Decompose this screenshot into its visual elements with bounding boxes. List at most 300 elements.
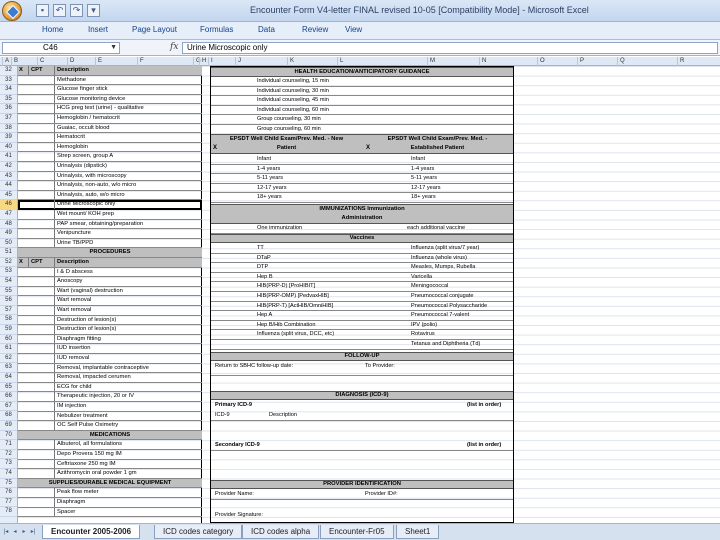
epsdt-row[interactable]	[211, 155, 513, 165]
column-header[interactable]: G	[196, 58, 201, 64]
sheet-tabs-bar	[0, 523, 720, 540]
row-header[interactable]: 41	[0, 152, 17, 162]
formula-bar	[0, 40, 720, 56]
column-header[interactable]: L	[340, 58, 344, 64]
undo-icon[interactable]: ↶	[53, 4, 66, 17]
column-divider	[577, 57, 578, 66]
table-row[interactable]	[18, 124, 202, 134]
description-cell[interactable]: I & D abscess	[54, 268, 202, 277]
health-ed-label: Individual counseling, 15 min	[257, 78, 329, 84]
admin-right: each additional vaccine	[407, 225, 466, 231]
epsdt-new-age: 12-17 years	[257, 184, 287, 191]
vaccines-title: Vaccines	[211, 234, 513, 243]
epsdt-row[interactable]	[211, 193, 513, 203]
vaccine-right: Pneumococcal conjugate	[411, 293, 474, 299]
description-cell[interactable]: PAP smear, obtaining/preparation	[54, 220, 202, 229]
table-row[interactable]	[18, 66, 202, 76]
epsdt-new-age: Infant	[257, 156, 271, 162]
row-header[interactable]: 68	[0, 411, 17, 421]
row-header[interactable]: 55	[0, 287, 17, 297]
table-row[interactable]	[18, 316, 202, 326]
followup-provider-label: To Provider:	[365, 363, 395, 369]
row-header[interactable]: 37	[0, 114, 17, 124]
table-row[interactable]	[18, 114, 202, 124]
section-header[interactable]	[18, 431, 202, 441]
vaccine-left: Hep B/Hib Combination	[257, 321, 316, 328]
table-row[interactable]	[18, 191, 202, 201]
row-header[interactable]: 66	[0, 392, 17, 402]
column-headers	[0, 57, 720, 66]
epsdt-new-age: 1-4 years	[257, 165, 281, 172]
description-cell[interactable]: Wart (vaginal) destruction	[54, 287, 202, 296]
health-ed-row[interactable]	[211, 106, 513, 116]
row-headers	[0, 66, 18, 523]
tab-home[interactable]: Home	[42, 25, 64, 34]
table-row[interactable]	[18, 258, 202, 268]
row-header[interactable]: 35	[0, 95, 17, 105]
vaccine-left: HIB(PRP-D) [ProHIBIT]	[257, 283, 316, 290]
health-ed-row[interactable]	[211, 115, 513, 125]
table-row[interactable]	[18, 306, 202, 316]
column-header[interactable]: F	[140, 58, 144, 64]
diagnosis-title: DIAGNOSIS (ICD-9)	[211, 391, 513, 400]
admin-left: One immunization	[257, 225, 303, 231]
health-ed-row[interactable]	[211, 87, 513, 97]
vaccine-row[interactable]	[211, 321, 513, 331]
row-header[interactable]: 47	[0, 210, 17, 220]
column-divider	[287, 57, 288, 66]
column-divider	[2, 57, 3, 66]
description-cell[interactable]: ECG for child	[54, 383, 202, 392]
redo-icon[interactable]: ↷	[70, 4, 83, 17]
row-header[interactable]: 43	[0, 172, 17, 182]
table-row[interactable]	[18, 373, 202, 383]
section-title: MEDICATIONS	[89, 431, 131, 438]
health-ed-label: Individual counseling, 30 min	[257, 87, 329, 94]
row-header[interactable]: 63	[0, 363, 17, 373]
epsdt-est-age: 1-4 years	[411, 165, 435, 172]
table-row[interactable]	[18, 421, 202, 431]
tab-view[interactable]: View	[345, 25, 363, 34]
description-cell[interactable]: Peak flow meter	[54, 488, 202, 497]
description-cell[interactable]: Anoscopy	[54, 277, 202, 286]
window-title: Encounter Form V4-letter FINAL revised 10-05 [Compatibility Mode] - Microsoft Excel	[250, 5, 589, 15]
provider-name-label: Provider Name:	[215, 491, 254, 497]
section-title: PROCEDURES	[89, 249, 131, 256]
table-row[interactable]	[18, 104, 202, 114]
next-sheet-icon[interactable]: ▸	[22, 529, 26, 535]
health-ed-title: HEALTH EDUCATION/ANTICIPATORY GUIDANCE	[211, 67, 513, 77]
column-divider	[67, 57, 68, 66]
row-header[interactable]: 65	[0, 383, 17, 393]
tab-review[interactable]: Review	[302, 25, 329, 34]
column-header[interactable]: Q	[620, 58, 625, 64]
table-row[interactable]	[18, 95, 202, 105]
table-row[interactable]	[18, 172, 202, 182]
column-divider	[677, 57, 678, 66]
description-cell[interactable]: Nebulizer treatment	[54, 412, 202, 421]
row-header[interactable]: 69	[0, 421, 17, 431]
description-cell[interactable]: Destruction of lesion(s)	[54, 325, 202, 334]
worksheet-grid[interactable]	[18, 66, 720, 523]
epsdt-new-age: 5-11 years	[257, 175, 284, 182]
list-in-order-label: (list in order)	[467, 402, 502, 408]
vaccine-left: Hep A	[257, 312, 273, 319]
row-header[interactable]: 34	[0, 85, 17, 95]
table-row[interactable]	[18, 469, 202, 479]
vaccine-right: Influenza (split virus/7 year)	[411, 245, 480, 251]
health-ed-row[interactable]	[211, 77, 513, 87]
description-cell[interactable]: Urinalysis, non-auto, w/o micro	[54, 181, 202, 190]
table-row[interactable]	[18, 488, 202, 498]
table-row[interactable]	[18, 402, 202, 412]
description-cell[interactable]: IUD removal	[54, 354, 202, 363]
column-divider	[337, 57, 338, 66]
last-sheet-icon[interactable]: ▸|	[30, 529, 36, 535]
vaccine-row[interactable]	[211, 330, 513, 340]
table-row[interactable]	[18, 210, 202, 220]
row-header[interactable]: 52	[0, 258, 17, 268]
primary-icd-label: Primary ICD-9	[215, 402, 252, 408]
description-cell[interactable]: Urine Microscopic only	[54, 200, 202, 209]
provider-signature-label: Provider Signature:	[215, 512, 263, 518]
column-header[interactable]: B	[14, 58, 19, 64]
row-header[interactable]: 44	[0, 181, 17, 191]
description-cell[interactable]: Wart removal	[54, 296, 202, 305]
table-row[interactable]	[18, 152, 202, 162]
table-row[interactable]	[18, 498, 202, 508]
description-cell[interactable]: Albuterol, all formulations	[54, 440, 202, 449]
table-row[interactable]	[18, 460, 202, 470]
formula-input[interactable]: Urine Microscopic only	[182, 42, 718, 54]
row-header[interactable]: 58	[0, 315, 17, 325]
table-row[interactable]	[18, 440, 202, 450]
description-cell[interactable]: Guaiac, occult blood	[54, 124, 202, 133]
cpt-cell[interactable]: CPT	[28, 66, 54, 75]
tab-data[interactable]: Data	[258, 25, 275, 34]
vaccine-right: Meningococcal	[411, 283, 449, 290]
description-cell[interactable]: Spacer	[54, 508, 202, 517]
table-row[interactable]	[18, 268, 202, 278]
row-header[interactable]: 40	[0, 143, 17, 153]
row-header[interactable]: 57	[0, 306, 17, 316]
row-header[interactable]: 76	[0, 488, 17, 498]
fx-icon[interactable]: fx	[170, 42, 179, 52]
vaccine-right: Tetanus and Diphtheria (Td)	[411, 341, 481, 347]
column-divider	[479, 57, 480, 66]
vaccine-row[interactable]	[211, 340, 513, 350]
vaccine-left: HIB(PRP-T) [ActHIB/OmniHIB]	[257, 302, 334, 309]
table-row[interactable]	[18, 364, 202, 374]
table-row[interactable]	[18, 277, 202, 287]
vaccine-row[interactable]	[211, 254, 513, 264]
description-cell[interactable]: Depo Provera 150 mg IM	[54, 450, 202, 459]
description-cell[interactable]: Venipuncture	[54, 229, 202, 238]
table-row[interactable]	[18, 85, 202, 95]
row-header[interactable]: 77	[0, 498, 17, 508]
row-header[interactable]: 59	[0, 325, 17, 335]
column-divider	[235, 57, 236, 66]
column-divider	[95, 57, 96, 66]
vaccine-right: Pneumococcal Polysaccharide	[411, 302, 488, 309]
table-row[interactable]	[18, 325, 202, 335]
description-cell[interactable]: Hemoglobin	[54, 143, 202, 152]
row-header[interactable]: 38	[0, 124, 17, 134]
column-header[interactable]: A	[5, 58, 10, 64]
table-row[interactable]	[18, 344, 202, 354]
table-row[interactable]	[18, 354, 202, 364]
row-header[interactable]: 72	[0, 450, 17, 460]
row-header[interactable]: 51	[0, 248, 17, 258]
row-header[interactable]: 49	[0, 229, 17, 239]
table-row[interactable]	[18, 412, 202, 422]
epsdt-est-age: 18+ years	[411, 194, 436, 201]
row-header[interactable]: 48	[0, 220, 17, 230]
vaccine-left: HIB(PRP-OMP) [PedvaxHIB]	[257, 293, 329, 299]
row-header[interactable]: 75	[0, 479, 17, 489]
table-row[interactable]	[18, 181, 202, 191]
epsdt-row[interactable]	[211, 165, 513, 175]
column-divider	[11, 57, 12, 66]
column-header[interactable]: H	[202, 58, 207, 64]
vaccine-right: Varicella	[411, 273, 433, 280]
first-sheet-icon[interactable]: |◂	[3, 529, 9, 535]
column-header[interactable]: C	[40, 58, 45, 64]
column-header[interactable]: J	[238, 58, 241, 64]
sheet-tab-encounter-2005-2006[interactable]: Encounter 2005-2006	[42, 525, 140, 539]
description-cell[interactable]: Ceftriaxone 250 mg IM	[54, 460, 202, 469]
column-header[interactable]: N	[482, 58, 487, 64]
epsdt-new-title: EPSDT Well Child Exam/Prev. Med. - New Patient	[211, 134, 362, 154]
sheet-tab-sheet1[interactable]: Sheet1	[396, 525, 439, 539]
office-button-icon[interactable]	[2, 1, 22, 21]
row-header[interactable]: 50	[0, 239, 17, 249]
epsdt-row[interactable]	[211, 174, 513, 184]
description-cell[interactable]: Methadone	[54, 76, 202, 85]
tab-formulas[interactable]: Formulas	[200, 25, 234, 34]
row-header[interactable]: 70	[0, 431, 17, 441]
row-header[interactable]: 60	[0, 335, 17, 345]
table-row[interactable]	[18, 383, 202, 393]
tab-insert[interactable]: Insert	[88, 25, 109, 34]
vaccine-row[interactable]	[211, 282, 513, 292]
immunizations-title: IMMUNIZATIONS Immunization Administration	[211, 204, 513, 224]
description-cell[interactable]: OC Self Pulse Oximetry	[54, 421, 202, 430]
row-header[interactable]: 42	[0, 162, 17, 172]
description-cell[interactable]: Destruction of lesion(s)	[54, 316, 202, 325]
row-header[interactable]: 36	[0, 104, 17, 114]
vaccine-left: DTaP	[257, 254, 271, 261]
column-divider	[199, 57, 200, 66]
table-row[interactable]	[18, 143, 202, 153]
column-header[interactable]: E	[98, 58, 103, 64]
health-ed-label: Individual counseling, 45 min	[257, 97, 329, 104]
left-form	[18, 66, 202, 523]
x-cell[interactable]: X	[19, 67, 23, 73]
column-divider	[137, 57, 138, 66]
section-title: SUPPLIES/DURABLE MEDICAL EQUIPMENT	[48, 479, 172, 486]
description-cell[interactable]: Urinalysis, auto, w/o micro	[54, 191, 202, 200]
quick-access-toolbar	[36, 4, 100, 17]
vaccine-left: Influenza (split virus, DCC, etc)	[257, 331, 335, 338]
name-box-value: C46	[43, 43, 58, 52]
column-header[interactable]: O	[540, 58, 545, 64]
table-row[interactable]	[18, 200, 202, 210]
column-header[interactable]: M	[430, 58, 435, 64]
vaccine-right: Measles, Mumps, Rubella	[411, 264, 476, 271]
vaccine-right: Pneumococcal 7-valent	[411, 312, 470, 319]
health-ed-label: Individual counseling, 60 min	[257, 106, 329, 113]
vaccine-row[interactable]	[211, 244, 513, 254]
row-header[interactable]: 67	[0, 402, 17, 412]
health-ed-label: Group counseling, 60 min	[257, 126, 321, 132]
followup-date-label: Return to SBHC follow-up date:	[215, 363, 294, 369]
vaccine-row[interactable]	[211, 302, 513, 312]
description-cell[interactable]: Glucose monitoring device	[54, 95, 202, 104]
vaccine-right: IPV (polio)	[411, 321, 438, 328]
health-ed-row[interactable]	[211, 96, 513, 106]
section-header[interactable]	[18, 248, 202, 258]
vaccine-row[interactable]	[211, 292, 513, 302]
description-cell[interactable]: Description	[54, 258, 202, 267]
vaccine-row[interactable]	[211, 273, 513, 283]
description-cell[interactable]: Diaphragm fitting	[54, 335, 202, 344]
row-header[interactable]: 46	[0, 200, 17, 210]
table-row[interactable]	[18, 450, 202, 460]
column-divider	[37, 57, 38, 66]
table-row[interactable]	[18, 287, 202, 297]
description-cell[interactable]: Urinalysis (dipstick)	[54, 162, 202, 171]
description-cell[interactable]: Glucose finger stick	[54, 85, 202, 94]
description-cell[interactable]: IUD insertion	[54, 344, 202, 353]
table-row[interactable]	[18, 133, 202, 143]
row-header[interactable]: 53	[0, 267, 17, 277]
customize-toolbar-icon[interactable]: ▾	[87, 4, 100, 17]
vaccine-left: TT	[257, 245, 264, 251]
description-cell[interactable]: HCG preg test (urine) - qualitative	[54, 104, 202, 113]
vaccine-row[interactable]	[211, 311, 513, 321]
row-header[interactable]: 74	[0, 469, 17, 479]
epsdt-new-age: 18+ years	[257, 194, 282, 201]
vaccine-left: Hep B	[257, 273, 273, 280]
provider-id-title: PROVIDER IDENTIFICATION	[211, 480, 513, 489]
table-row[interactable]	[18, 76, 202, 86]
x-column-label-2: X	[366, 145, 371, 151]
list-in-order-label-2: (list in order)	[467, 442, 502, 448]
row-header[interactable]: 71	[0, 440, 17, 450]
column-header[interactable]: D	[70, 58, 75, 64]
vaccine-row[interactable]	[211, 263, 513, 273]
vaccine-left: DTP	[257, 264, 269, 271]
tab-page-layout[interactable]: Page Layout	[132, 25, 177, 34]
column-divider	[193, 57, 194, 66]
table-row[interactable]	[18, 508, 202, 518]
description-cell[interactable]: Azithromycin oral powder 1 gm	[54, 469, 202, 478]
column-header[interactable]: R	[680, 58, 685, 64]
icd9-label: ICD-9	[215, 412, 230, 418]
provider-id-label: Provider ID#:	[365, 491, 398, 497]
description-cell[interactable]: Urinalysis, with microscopy	[54, 172, 202, 181]
column-header[interactable]: K	[290, 58, 295, 64]
row-header[interactable]: 32	[0, 66, 17, 76]
row-header[interactable]: 33	[0, 76, 17, 86]
column-divider	[537, 57, 538, 66]
section-header[interactable]	[18, 479, 202, 489]
column-header[interactable]: I	[211, 58, 213, 64]
description-cell[interactable]: Hemoglobin / hematocrit	[54, 114, 202, 123]
description-cell[interactable]: Diaphragm	[54, 498, 202, 507]
description-cell[interactable]: Removal, implantable contraceptive	[54, 364, 202, 373]
sheet-tab-icd-category[interactable]: ICD codes category	[154, 525, 242, 539]
row-header[interactable]: 61	[0, 344, 17, 354]
description-cell[interactable]: Urine TB/PPD	[54, 239, 202, 248]
table-row[interactable]	[18, 296, 202, 306]
followup-title: FOLLOW-UP	[211, 352, 513, 361]
epsdt-est-age: Infant	[411, 156, 425, 162]
row-header[interactable]: 54	[0, 277, 17, 287]
epsdt-row[interactable]	[211, 184, 513, 194]
column-divider	[617, 57, 618, 66]
chevron-down-icon[interactable]: ▼	[110, 44, 117, 51]
table-row[interactable]	[18, 239, 202, 249]
description-cell[interactable]: Hematocrit	[54, 133, 202, 142]
table-row[interactable]	[18, 229, 202, 239]
secondary-icd-label: Secondary ICD-9	[215, 442, 260, 448]
description-cell[interactable]: Strep screen, group A	[54, 152, 202, 161]
name-box[interactable]	[2, 42, 120, 54]
row-header[interactable]: 45	[0, 191, 17, 201]
table-row[interactable]	[18, 162, 202, 172]
cpt-cell[interactable]: CPT	[28, 258, 54, 267]
row-header[interactable]: 78	[0, 507, 17, 517]
table-row[interactable]	[18, 392, 202, 402]
row-header[interactable]: 39	[0, 133, 17, 143]
description-cell[interactable]: Wet mount/ KOH prep	[54, 210, 202, 219]
description-cell[interactable]: IM injection	[54, 402, 202, 411]
vaccine-right: Rotavirus	[411, 331, 435, 338]
sheet-nav	[2, 527, 37, 537]
description-cell[interactable]: Wart removal	[54, 306, 202, 315]
description-label: Description	[269, 412, 297, 418]
vaccine-right: Influenza (whole virus)	[411, 254, 467, 261]
health-ed-label: Group counseling, 30 min	[257, 116, 321, 123]
epsdt-est-age: 12-17 years	[411, 184, 441, 191]
row-header[interactable]: 73	[0, 459, 17, 469]
right-form	[210, 66, 514, 523]
column-header[interactable]: P	[580, 58, 585, 64]
sheet-tab-icd-alpha[interactable]: ICD codes alpha	[242, 525, 319, 539]
description-cell[interactable]: Therapeutic injection, 20 or IV	[54, 392, 202, 401]
row-header[interactable]: 56	[0, 296, 17, 306]
description-cell[interactable]: Description	[54, 66, 202, 75]
row-header[interactable]: 62	[0, 354, 17, 364]
x-column-label: X	[213, 145, 218, 151]
description-cell[interactable]: Removal, impacted cerumen	[54, 373, 202, 382]
table-row[interactable]	[18, 335, 202, 345]
row-header[interactable]: 64	[0, 373, 17, 383]
title-bar	[0, 0, 720, 22]
column-divider	[208, 57, 209, 66]
table-row[interactable]	[18, 220, 202, 230]
save-icon[interactable]: ▪	[36, 4, 49, 17]
x-cell[interactable]: X	[19, 259, 23, 265]
epsdt-est-age: 5-11 years	[411, 175, 438, 182]
sheet-tab-encounter-fr05[interactable]: Encounter-Fr05	[320, 525, 394, 539]
column-divider	[427, 57, 428, 66]
prev-sheet-icon[interactable]: ◂	[13, 529, 17, 535]
epsdt-est-title: EPSDT Well Child Exam/Prev. Med. - Established Patient	[362, 134, 513, 154]
ribbon-tabs	[0, 22, 720, 40]
